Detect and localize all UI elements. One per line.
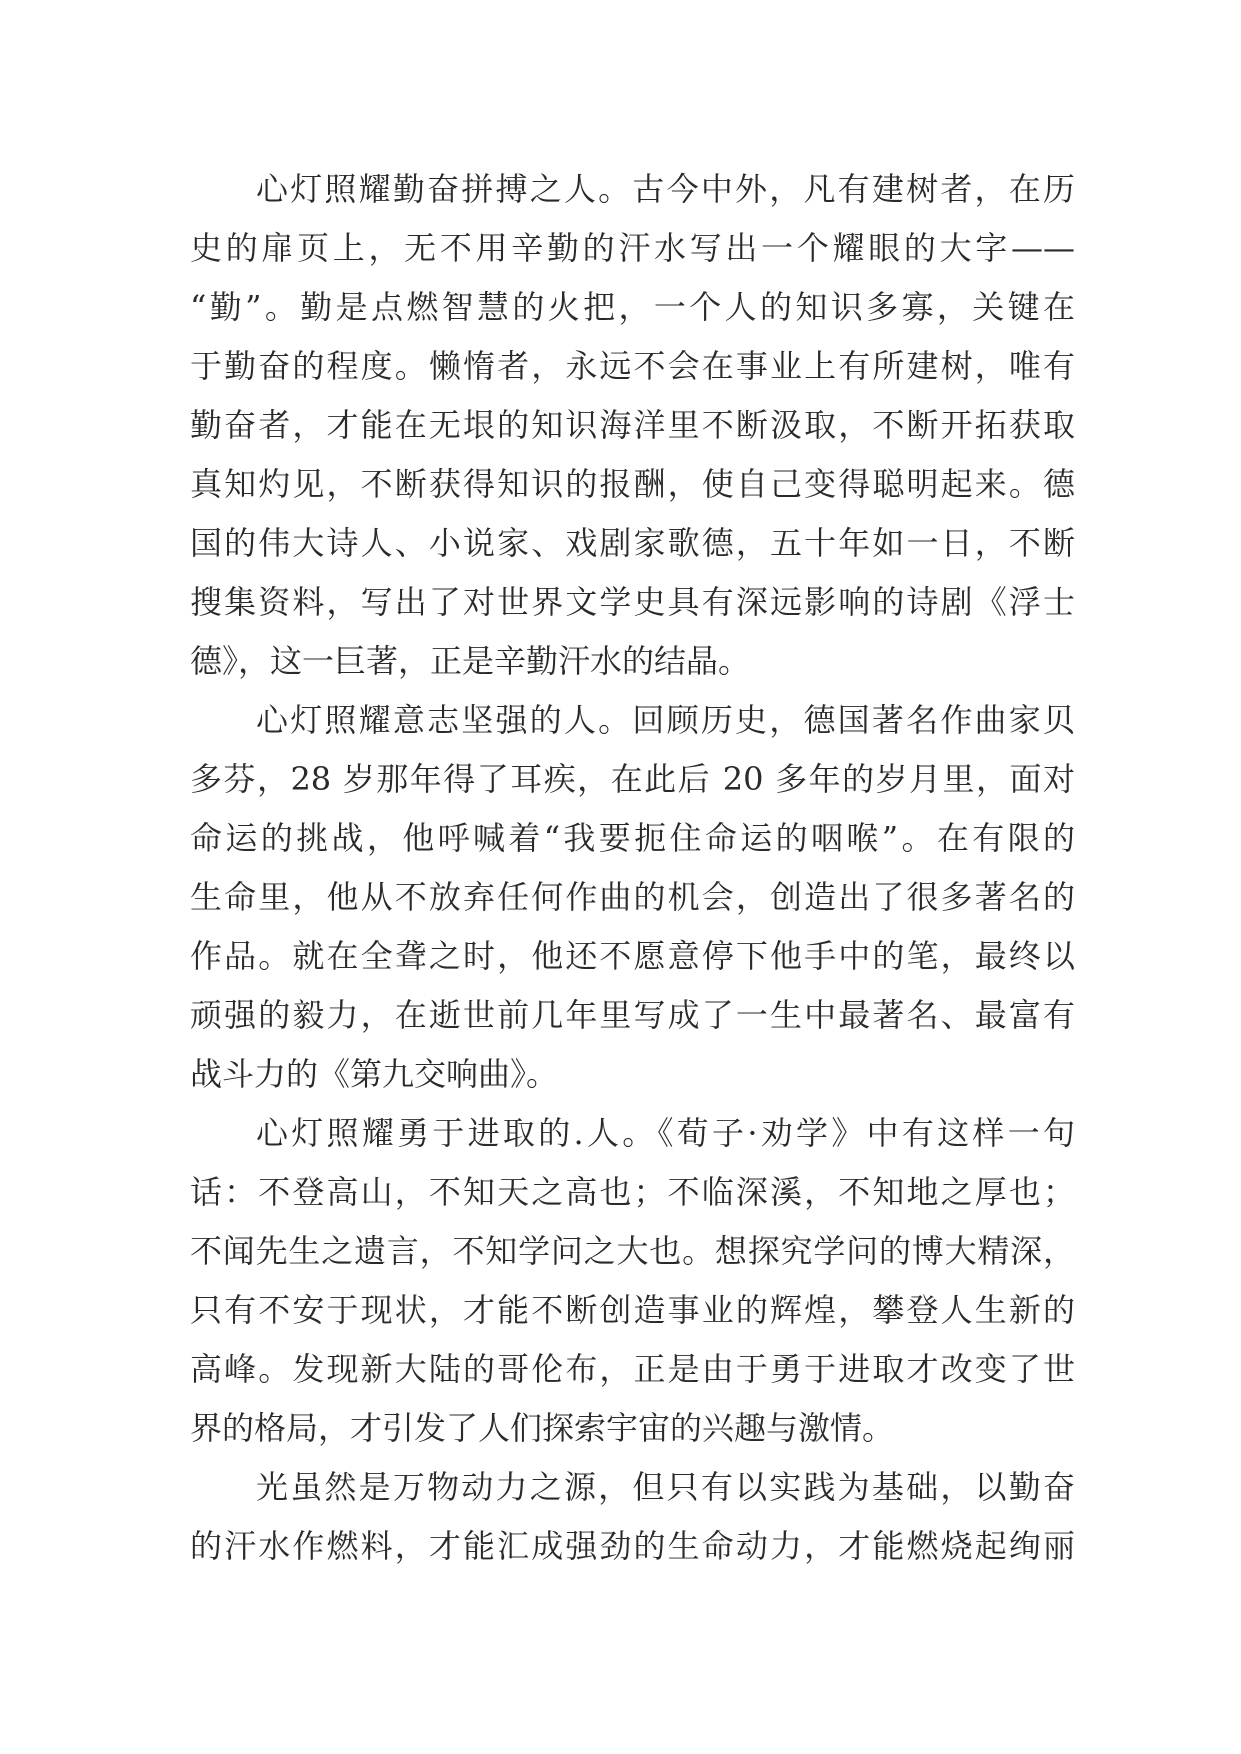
text-line: 多芬，28 岁那年得了耳疾，在此后 20 多年的岁月里，面对 [190, 760, 1075, 798]
text-line: 只有不安于现状，才能不断创造事业的辉煌，攀登人生新的 [190, 1291, 1075, 1329]
text-line: 高峰。发现新大陆的哥伦布，正是由于勇于进取才改变了世 [190, 1350, 1075, 1388]
text-line: 光虽然是万物动力之源，但只有以实践为基础，以勤奋 [256, 1468, 1075, 1506]
text-line: 心灯照耀意志坚强的人。回顾历史，德国著名作曲家贝 [256, 701, 1075, 739]
text-line: 于勤奋的程度。懒惰者，永远不会在事业上有所建树，唯有 [190, 347, 1075, 385]
text-line: 话：不登高山，不知天之高也；不临深溪，不知地之厚也； [190, 1173, 1075, 1211]
text-line: 真知灼见，不断获得知识的报酬，使自己变得聪明起来。德 [190, 465, 1075, 503]
text-line: 界的格局，才引发了人们探索宇宙的兴趣与激情。 [190, 1409, 895, 1447]
text-line: 生命里，他从不放弃任何作曲的机会，创造出了很多著名的 [190, 878, 1075, 916]
text-line: 战斗力的《第九交响曲》。 [190, 1055, 559, 1093]
text-line: 心灯照耀勇于进取的.人。《荀子·劝学》中有这样一句 [256, 1114, 1075, 1152]
document-body [190, 160, 1075, 1576]
text-line: 心灯照耀勤奋拼搏之人。古今中外，凡有建树者，在历 [256, 170, 1075, 208]
text-line: 勤奋者，才能在无垠的知识海洋里不断汲取，不断开拓获取 [190, 406, 1075, 444]
text-line: 德》，这一巨著，正是辛勤汗水的结晶。 [190, 642, 751, 680]
paragraph-4 [190, 1458, 1075, 1576]
paragraph-1 [190, 160, 1075, 691]
text-line: 国的伟大诗人、小说家、戏剧家歌德，五十年如一日，不断 [190, 524, 1075, 562]
text-line: 史的扉页上，无不用辛勤的汗水写出一个耀眼的大字—— [190, 229, 1075, 267]
text-line: 不闻先生之遗言，不知学问之大也。想探究学问的博大精深， [190, 1232, 1075, 1270]
text-line: 顽强的毅力，在逝世前几年里写成了一生中最著名、最富有 [190, 996, 1075, 1034]
text-line: 作品。就在全聋之时，他还不愿意停下他手中的笔，最终以 [190, 937, 1075, 975]
text-line: 搜集资料，写出了对世界文学史具有深远影响的诗剧《浮士 [190, 583, 1075, 621]
paragraph-3 [190, 1104, 1075, 1458]
paragraph-2 [190, 691, 1075, 1104]
text-line: 命运的挑战，他呼喊着“我要扼住命运的咽喉”。在有限的 [190, 819, 1075, 857]
text-line: 的汗水作燃料，才能汇成强劲的生命动力，才能燃烧起绚丽 [190, 1527, 1075, 1565]
text-line: “勤”。勤是点燃智慧的火把，一个人的知识多寡，关键在 [190, 288, 1075, 326]
